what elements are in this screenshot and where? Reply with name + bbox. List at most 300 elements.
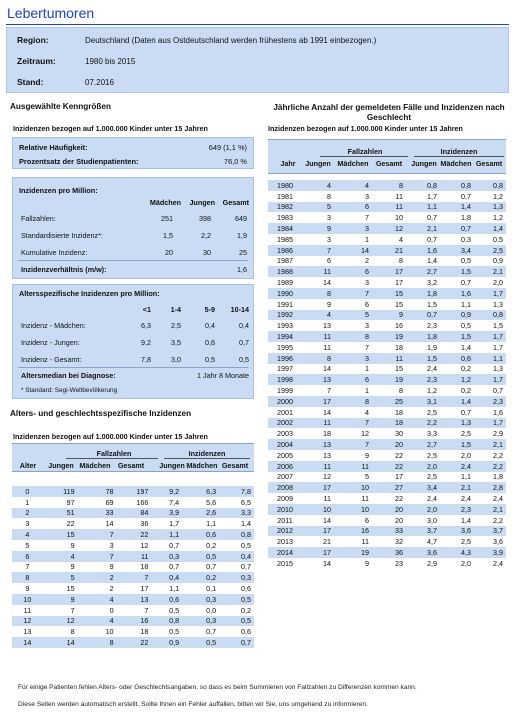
table-cell: 11 bbox=[302, 461, 334, 472]
table-cell: 1992 bbox=[268, 310, 302, 321]
table-cell: 0,1 bbox=[182, 583, 219, 594]
table-cell: 3,3 bbox=[406, 428, 440, 439]
table-cell: 2,1 bbox=[406, 223, 440, 234]
table-cell: 9 bbox=[12, 583, 43, 594]
table-cell: 1989 bbox=[268, 277, 302, 288]
table-row bbox=[12, 583, 254, 594]
table-cell: 7 bbox=[12, 562, 43, 573]
table-cell: 6 bbox=[302, 256, 334, 267]
table-row bbox=[268, 288, 506, 299]
table-cell: 22 bbox=[372, 461, 406, 472]
table-cell: 3 bbox=[334, 277, 372, 288]
table-cell: 8 bbox=[302, 191, 334, 202]
cell: 6,3 bbox=[141, 321, 151, 330]
table-cell: 17 bbox=[302, 547, 334, 558]
col-header: Jungen bbox=[159, 461, 185, 470]
table-cell: 1 bbox=[334, 385, 372, 396]
table-cell: 2,3 bbox=[406, 374, 440, 385]
table-row bbox=[268, 266, 506, 277]
col-header: Mädchen bbox=[186, 461, 218, 470]
table-cell: 0,0 bbox=[182, 605, 219, 616]
table-cell: 1981 bbox=[268, 191, 302, 202]
table-cell: 1,8 bbox=[406, 288, 440, 299]
table-row bbox=[268, 493, 506, 504]
cell: 0,5 bbox=[205, 355, 215, 364]
table-cell: 17 bbox=[302, 482, 334, 493]
table-cell: 51 bbox=[43, 508, 78, 519]
table-cell: 17 bbox=[302, 396, 334, 407]
table-cell: 19 bbox=[372, 331, 406, 342]
table-cell: 0,5 bbox=[440, 256, 474, 267]
age-row bbox=[17, 355, 249, 366]
col-header: 5-9 bbox=[204, 305, 215, 314]
table-cell: 0,6 bbox=[440, 353, 474, 364]
table-cell: 20 bbox=[372, 515, 406, 526]
table-cell: 14 bbox=[302, 277, 334, 288]
table-cell: 2000 bbox=[268, 396, 302, 407]
table-cell: 2 bbox=[78, 572, 117, 583]
incidence-box-title: Inzidenzen pro Million: bbox=[19, 186, 98, 195]
table-cell: 1,3 bbox=[440, 418, 474, 429]
table-cell: 1,7 bbox=[474, 288, 506, 299]
meta-label: Region: bbox=[17, 35, 49, 45]
table-cell: 9 bbox=[43, 540, 78, 551]
table-cell: 0,7 bbox=[440, 191, 474, 202]
table-row bbox=[268, 180, 506, 191]
table-cell: 0,3 bbox=[182, 594, 219, 605]
table-cell: 7,4 bbox=[151, 497, 182, 508]
table-row bbox=[268, 536, 506, 547]
table-cell: 0,5 bbox=[182, 637, 219, 648]
table-cell: 0,6 bbox=[151, 594, 182, 605]
table-cell: 8 bbox=[43, 626, 78, 637]
cell: 25 bbox=[239, 248, 247, 257]
group-underline bbox=[66, 458, 158, 459]
table-cell: 8 bbox=[78, 637, 117, 648]
table-cell: 0,8 bbox=[219, 529, 254, 540]
table-cell: 166 bbox=[117, 497, 152, 508]
table-cell: 0,5 bbox=[440, 320, 474, 331]
table-cell: 25 bbox=[372, 396, 406, 407]
meta-label: Stand: bbox=[17, 77, 44, 87]
table-cell: 14 bbox=[302, 407, 334, 418]
table-cell: 1991 bbox=[268, 299, 302, 310]
age-table-subtitle: Inzidenzen bezogen auf 1.000.000 Kinder unter 15 Jahren bbox=[13, 432, 208, 441]
table-cell: 3,1 bbox=[406, 396, 440, 407]
table-cell: 0,2 bbox=[182, 572, 219, 583]
age-table-title: Alters- und geschlechtsspezifische Inzidenzen bbox=[10, 409, 192, 418]
table-cell: 0,8 bbox=[474, 310, 506, 321]
table-cell: 1990 bbox=[268, 288, 302, 299]
relative-frequency-row bbox=[19, 143, 247, 152]
table-cell: 2,1 bbox=[474, 439, 506, 450]
cell: 30 bbox=[203, 248, 211, 257]
table-cell: 4 bbox=[302, 180, 334, 191]
meta-date-row bbox=[17, 76, 114, 88]
table-cell: 1983 bbox=[268, 212, 302, 223]
table-cell: 1,3 bbox=[474, 299, 506, 310]
table-cell: 3,6 bbox=[474, 536, 506, 547]
table-cell: 1,8 bbox=[474, 472, 506, 483]
table-cell: 9 bbox=[302, 223, 334, 234]
table-cell: 13 bbox=[302, 374, 334, 385]
table-cell: 1,3 bbox=[474, 364, 506, 375]
meta-label: Zeitraum: bbox=[17, 56, 56, 66]
table-cell: 1,7 bbox=[406, 191, 440, 202]
table-cell: 3,9 bbox=[474, 547, 506, 558]
group-underline bbox=[320, 156, 408, 157]
yearly-table bbox=[268, 180, 506, 569]
table-row bbox=[12, 562, 254, 573]
table-row bbox=[12, 616, 254, 627]
table-cell: 7 bbox=[334, 439, 372, 450]
incidence-row bbox=[17, 214, 249, 225]
table-cell: 10 bbox=[78, 626, 117, 637]
table-cell: 4 bbox=[334, 180, 372, 191]
group-header: Fallzahlen bbox=[347, 147, 383, 156]
table-cell: 32 bbox=[372, 536, 406, 547]
table-cell: 14 bbox=[302, 364, 334, 375]
table-row bbox=[12, 529, 254, 540]
table-cell: 2,8 bbox=[474, 482, 506, 493]
table-cell: 1,7 bbox=[474, 342, 506, 353]
table-cell: 0,3 bbox=[219, 572, 254, 583]
table-cell: 2,1 bbox=[474, 504, 506, 515]
table-cell: 97 bbox=[43, 497, 78, 508]
table-cell: 3 bbox=[334, 320, 372, 331]
table-cell: 6,3 bbox=[182, 486, 219, 497]
table-cell: 5 bbox=[12, 540, 43, 551]
footer-note: Diese Seiten werden automatisch erstellt. Sollte Ihnen ein Fehler auffallen, bitten wir Sie, uns umgehend zu informieren. bbox=[18, 701, 368, 708]
table-cell: 0,7 bbox=[219, 562, 254, 573]
table-cell: 1,6 bbox=[440, 288, 474, 299]
median-row bbox=[17, 371, 249, 382]
table-cell: 0,4 bbox=[219, 551, 254, 562]
table-cell: 22 bbox=[117, 529, 152, 540]
col-header: Gesamt bbox=[475, 159, 503, 168]
table-cell: 1,4 bbox=[219, 518, 254, 529]
table-cell: 2,2 bbox=[474, 450, 506, 461]
table-cell: 2,4 bbox=[406, 493, 440, 504]
table-cell: 21 bbox=[302, 536, 334, 547]
table-cell: 1,4 bbox=[440, 396, 474, 407]
cell: 3,0 bbox=[171, 355, 181, 364]
table-cell: 1,1 bbox=[406, 202, 440, 213]
table-cell: 0,7 bbox=[406, 234, 440, 245]
table-cell: 0,8 bbox=[440, 180, 474, 191]
table-cell: 1,1 bbox=[182, 518, 219, 529]
table-cell: 1,5 bbox=[440, 331, 474, 342]
divider bbox=[18, 260, 248, 261]
yearly-table-header bbox=[268, 139, 506, 174]
study-percentage-row bbox=[19, 157, 247, 166]
table-cell: 0,2 bbox=[440, 364, 474, 375]
table-cell: 15 bbox=[372, 364, 406, 375]
median-label: Altersmedian bei Diagnose: bbox=[21, 371, 116, 380]
table-cell: 2012 bbox=[268, 526, 302, 537]
table-cell: 8 bbox=[12, 572, 43, 583]
table-cell: 0,2 bbox=[219, 605, 254, 616]
table-cell: 4 bbox=[372, 234, 406, 245]
col-header: Gesamt bbox=[375, 159, 403, 168]
age-table-header bbox=[12, 443, 254, 472]
table-cell: 6 bbox=[334, 374, 372, 385]
table-cell: 6 bbox=[334, 266, 372, 277]
meta-value: Deutschland (Daten aus Ostdeutschland werden frühestens ab 1991 einbezogen.) bbox=[85, 35, 377, 45]
table-cell: 12 bbox=[302, 472, 334, 483]
table-cell: 1,4 bbox=[440, 342, 474, 353]
table-cell: 7 bbox=[302, 385, 334, 396]
table-cell: 2009 bbox=[268, 493, 302, 504]
group-underline bbox=[164, 458, 250, 459]
table-cell: 0,3 bbox=[182, 616, 219, 627]
table-cell: 1,6 bbox=[474, 407, 506, 418]
table-cell: 2,1 bbox=[440, 482, 474, 493]
table-cell: 2 bbox=[78, 583, 117, 594]
table-cell: 2,0 bbox=[406, 504, 440, 515]
table-cell: 0,8 bbox=[151, 616, 182, 627]
table-cell: 12 bbox=[43, 616, 78, 627]
table-cell: 7 bbox=[117, 605, 152, 616]
table-cell: 0,5 bbox=[219, 540, 254, 551]
table-cell: 2008 bbox=[268, 482, 302, 493]
table-cell: 17 bbox=[372, 277, 406, 288]
table-row bbox=[12, 637, 254, 648]
table-cell: 8 bbox=[302, 288, 334, 299]
table-cell: 22 bbox=[372, 450, 406, 461]
col-header: Alter bbox=[19, 461, 37, 470]
key-figures-subtitle: Inzidenzen bezogen auf 1.000.000 Kinder unter 15 Jahren bbox=[13, 124, 208, 133]
table-cell: 0,7 bbox=[406, 310, 440, 321]
kv-label: Prozentsatz der Studienpatienten: bbox=[19, 157, 139, 166]
table-cell: 11 bbox=[302, 418, 334, 429]
cell: 1,9 bbox=[237, 231, 247, 240]
meta-box bbox=[6, 27, 509, 93]
table-row bbox=[268, 256, 506, 267]
row-label: Fallzahlen: bbox=[21, 214, 56, 223]
table-row bbox=[268, 450, 506, 461]
table-cell: 9 bbox=[334, 558, 372, 569]
cell: 9,2 bbox=[141, 338, 151, 347]
table-cell: 3,3 bbox=[219, 508, 254, 519]
age-row bbox=[17, 338, 249, 349]
meta-value: 1980 bis 2015 bbox=[85, 56, 136, 66]
table-cell: 1,7 bbox=[474, 418, 506, 429]
table-cell: 1997 bbox=[268, 364, 302, 375]
table-cell: 11 bbox=[302, 493, 334, 504]
cell: 3,5 bbox=[171, 338, 181, 347]
table-cell: 0 bbox=[78, 605, 117, 616]
table-cell: 11 bbox=[302, 342, 334, 353]
ratio-value: 1,6 bbox=[237, 265, 247, 274]
table-cell: 2004 bbox=[268, 439, 302, 450]
table-cell: 2 bbox=[12, 508, 43, 519]
table-cell: 14 bbox=[78, 518, 117, 529]
table-cell: 2,4 bbox=[406, 364, 440, 375]
table-cell: 4 bbox=[43, 551, 78, 562]
table-cell: 3,4 bbox=[440, 245, 474, 256]
age-specific-box bbox=[12, 284, 254, 399]
yearly-table-title: Jährliche Anzahl der gemeldeten Fälle und Inzidenzen nach Geschlecht bbox=[273, 103, 505, 122]
table-cell: 1988 bbox=[268, 266, 302, 277]
table-cell: 3 bbox=[334, 353, 372, 364]
table-cell: 10 bbox=[302, 504, 334, 515]
group-header: Inzidenzen bbox=[188, 449, 226, 458]
table-cell: 2,2 bbox=[406, 418, 440, 429]
table-cell: 11 bbox=[372, 202, 406, 213]
table-cell: 6 bbox=[334, 202, 372, 213]
table-cell: 15 bbox=[372, 288, 406, 299]
table-row bbox=[268, 439, 506, 450]
table-row bbox=[268, 223, 506, 234]
table-cell: 1,5 bbox=[406, 299, 440, 310]
table-cell: 78 bbox=[78, 486, 117, 497]
table-row bbox=[12, 551, 254, 562]
group-header: Fallzahlen bbox=[96, 449, 132, 458]
table-cell: 11 bbox=[372, 353, 406, 364]
table-cell: 3,0 bbox=[406, 515, 440, 526]
table-cell: 2002 bbox=[268, 418, 302, 429]
table-cell: 0,9 bbox=[151, 637, 182, 648]
table-cell: 7 bbox=[43, 605, 78, 616]
table-cell: 21 bbox=[372, 245, 406, 256]
table-cell: 2001 bbox=[268, 407, 302, 418]
table-row bbox=[12, 605, 254, 616]
col-header: Gesamt bbox=[117, 461, 145, 470]
table-cell: 7 bbox=[334, 212, 372, 223]
group-underline bbox=[414, 156, 504, 157]
table-cell: 3,7 bbox=[474, 526, 506, 537]
table-row bbox=[268, 504, 506, 515]
table-cell: 1,6 bbox=[406, 245, 440, 256]
table-cell: 15 bbox=[372, 299, 406, 310]
table-cell: 0,7 bbox=[151, 540, 182, 551]
table-cell: 13 bbox=[302, 439, 334, 450]
table-cell: 14 bbox=[302, 515, 334, 526]
table-row bbox=[268, 482, 506, 493]
table-cell: 2,0 bbox=[440, 450, 474, 461]
table-cell: 8 bbox=[372, 180, 406, 191]
table-row bbox=[268, 299, 506, 310]
table-row bbox=[12, 486, 254, 497]
table-cell: 20 bbox=[372, 439, 406, 450]
table-cell: 1 bbox=[334, 234, 372, 245]
col-header: Gesamt bbox=[221, 461, 249, 470]
cell: 398 bbox=[199, 214, 211, 223]
col-header: Mädchen bbox=[440, 159, 472, 168]
table-cell: 9 bbox=[43, 594, 78, 605]
table-cell: 0,7 bbox=[219, 637, 254, 648]
table-cell: 1,2 bbox=[406, 385, 440, 396]
col-header: Jahr bbox=[280, 159, 296, 168]
table-cell: 2010 bbox=[268, 504, 302, 515]
table-cell: 11 bbox=[334, 536, 372, 547]
table-cell: 3 bbox=[78, 540, 117, 551]
table-row bbox=[268, 234, 506, 245]
table-cell: 33 bbox=[372, 526, 406, 537]
table-cell: 36 bbox=[372, 547, 406, 558]
table-row bbox=[268, 374, 506, 385]
table-cell: 6,5 bbox=[219, 497, 254, 508]
table-cell: 1999 bbox=[268, 385, 302, 396]
table-cell: 19 bbox=[334, 547, 372, 558]
table-cell: 69 bbox=[78, 497, 117, 508]
table-cell: 8 bbox=[372, 385, 406, 396]
meta-period-row bbox=[17, 55, 135, 67]
table-cell: 0,3 bbox=[440, 234, 474, 245]
table-cell: 0,5 bbox=[151, 605, 182, 616]
table-cell: 11 bbox=[12, 605, 43, 616]
table-cell: 11 bbox=[302, 331, 334, 342]
table-cell: 2,5 bbox=[440, 536, 474, 547]
table-cell: 20 bbox=[372, 504, 406, 515]
table-cell: 18 bbox=[117, 562, 152, 573]
table-cell: 1,7 bbox=[474, 331, 506, 342]
table-cell: 5 bbox=[334, 310, 372, 321]
table-cell: 2015 bbox=[268, 558, 302, 569]
table-row bbox=[268, 547, 506, 558]
table-cell: 10 bbox=[372, 212, 406, 223]
table-cell: 0,5 bbox=[182, 551, 219, 562]
divider bbox=[18, 367, 248, 368]
table-cell: 33 bbox=[78, 508, 117, 519]
table-cell: 2,2 bbox=[474, 461, 506, 472]
table-cell: 1,4 bbox=[406, 256, 440, 267]
col-header: Jungen bbox=[411, 159, 437, 168]
table-cell: 2,4 bbox=[440, 493, 474, 504]
yearly-table-subtitle: Inzidenzen bezogen auf 1.000.000 Kinder unter 15 Jahren bbox=[268, 124, 463, 133]
table-cell: 22 bbox=[43, 518, 78, 529]
table-cell: 0,2 bbox=[440, 385, 474, 396]
table-cell: 1,8 bbox=[440, 212, 474, 223]
table-cell: 6 bbox=[12, 551, 43, 562]
table-cell: 2,7 bbox=[406, 266, 440, 277]
table-cell: 9 bbox=[372, 310, 406, 321]
table-cell: 1982 bbox=[268, 202, 302, 213]
table-cell: 3,4 bbox=[406, 482, 440, 493]
table-cell: 16 bbox=[334, 526, 372, 537]
table-cell: 3 bbox=[302, 212, 334, 223]
table-cell: 2,4 bbox=[474, 493, 506, 504]
table-row bbox=[12, 508, 254, 519]
cell: 0,5 bbox=[239, 355, 249, 364]
col-header: Mädchen bbox=[337, 159, 369, 168]
table-cell: 1,1 bbox=[440, 472, 474, 483]
table-cell: 7 bbox=[334, 288, 372, 299]
table-row bbox=[268, 320, 506, 331]
table-cell: 10 bbox=[334, 504, 372, 515]
col-header: Jungen bbox=[48, 461, 74, 470]
table-cell: 18 bbox=[117, 626, 152, 637]
table-cell: 27 bbox=[372, 482, 406, 493]
table-cell: 7 bbox=[334, 418, 372, 429]
table-cell: 13 bbox=[302, 320, 334, 331]
table-row bbox=[268, 342, 506, 353]
cell: 0,4 bbox=[205, 321, 215, 330]
table-cell: 1984 bbox=[268, 223, 302, 234]
table-cell: 15 bbox=[43, 529, 78, 540]
table-cell: 17 bbox=[372, 472, 406, 483]
table-cell: 119 bbox=[43, 486, 78, 497]
table-cell: 5 bbox=[302, 202, 334, 213]
table-cell: 1,5 bbox=[440, 266, 474, 277]
table-cell: 10 bbox=[334, 482, 372, 493]
table-cell: 8 bbox=[372, 256, 406, 267]
table-cell: 2013 bbox=[268, 536, 302, 547]
table-cell: 16 bbox=[117, 616, 152, 627]
table-cell: 0,5 bbox=[219, 616, 254, 627]
table-cell: 0 bbox=[12, 486, 43, 497]
